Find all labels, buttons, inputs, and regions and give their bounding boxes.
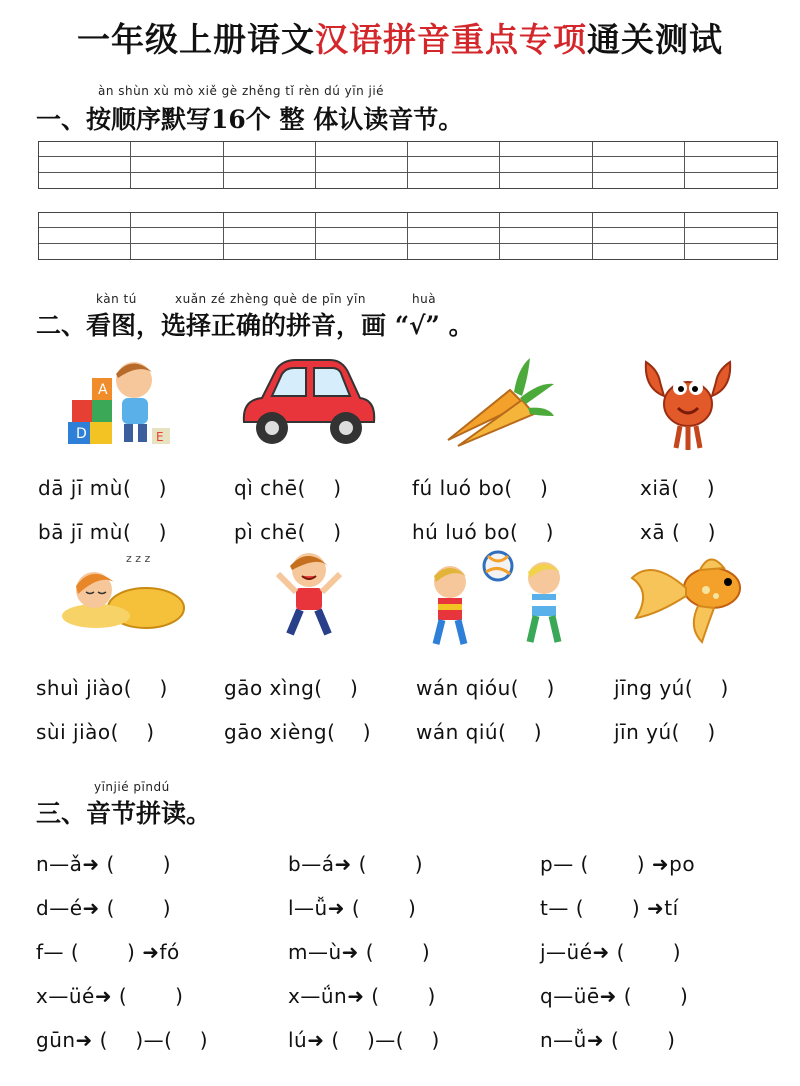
kids-playing-ball-image bbox=[420, 548, 584, 652]
title-part2: 汉语拼音重点专项 bbox=[315, 20, 587, 59]
exercise-3-2[interactable]: m—ù➜ ( ) bbox=[288, 940, 431, 964]
option-b-4[interactable]: xā ( ) bbox=[640, 520, 716, 544]
section2-pinyin-a: kàn tú bbox=[96, 292, 137, 306]
option-a-3[interactable]: fú luó bo( ) bbox=[412, 476, 549, 500]
red-car-image bbox=[236, 356, 380, 448]
option-a-6[interactable]: gāo xìng( ) bbox=[224, 676, 359, 700]
exercise-2-3[interactable]: t— ( ) ➜tí bbox=[540, 896, 679, 920]
exercise-1-1[interactable]: n—ǎ➜ ( ) bbox=[36, 852, 172, 876]
svg-text:z z z: z z z bbox=[126, 552, 151, 565]
option-a-5[interactable]: shuì jiào( ) bbox=[36, 676, 168, 700]
option-b-3[interactable]: hú luó bo( ) bbox=[412, 520, 554, 544]
option-a-7[interactable]: wán qióu( ) bbox=[416, 676, 555, 700]
option-a-1[interactable]: dā jī mù( ) bbox=[38, 476, 167, 500]
option-b-7[interactable]: wán qiú( ) bbox=[416, 720, 543, 744]
svg-text:E: E bbox=[156, 430, 164, 444]
title-part1: 一年级上册语文 bbox=[77, 20, 315, 59]
goldfish-image bbox=[628, 548, 752, 644]
section1-heading: 一、按顺序默写16个 整 体认读音节。 bbox=[36, 105, 464, 134]
exercise-1-2[interactable]: b—á➜ ( ) bbox=[288, 852, 424, 876]
section2-heading: 二、看图，选择正确的拼音，画 “√” 。 bbox=[36, 311, 474, 340]
writing-grid-2[interactable] bbox=[38, 212, 778, 260]
section3-pinyin: yīnjié pīndú bbox=[94, 780, 170, 794]
section1-pinyin: àn shùn xù mò xiě gè zhěng tǐ rèn dú yīn jié bbox=[98, 84, 385, 98]
crayfish-image bbox=[636, 348, 740, 452]
option-b-1[interactable]: bā jī mù( ) bbox=[38, 520, 167, 544]
sleeping-child-image bbox=[56, 548, 186, 634]
section2-pinyin-b: xuǎn zé zhèng què de pīn yīn bbox=[175, 292, 366, 306]
exercise-5-2[interactable]: lú➜ ( )—( ) bbox=[288, 1028, 440, 1052]
option-b-2[interactable]: pì chē( ) bbox=[234, 520, 342, 544]
option-b-6[interactable]: gāo xièng( ) bbox=[224, 720, 372, 744]
section3-heading: 三、音节拼读。 bbox=[36, 799, 212, 828]
writing-grid-1[interactable] bbox=[38, 141, 778, 189]
section2-pinyin-c: huà bbox=[412, 292, 437, 306]
option-b-5[interactable]: sùi jiào( ) bbox=[36, 720, 155, 744]
toy-blocks-image bbox=[62, 352, 182, 448]
svg-text:D: D bbox=[76, 426, 87, 442]
exercise-4-2[interactable]: x—ǘn➜ ( ) bbox=[288, 984, 436, 1008]
option-a-4[interactable]: xiā( ) bbox=[640, 476, 716, 500]
exercise-2-1[interactable]: d—é➜ ( ) bbox=[36, 896, 172, 920]
happy-child-image bbox=[268, 548, 350, 640]
svg-text:A: A bbox=[98, 382, 108, 398]
carrot-image bbox=[444, 354, 556, 448]
exercise-5-3[interactable]: n—ǚ➜ ( ) bbox=[540, 1028, 676, 1052]
option-b-8[interactable]: jīn yú( ) bbox=[614, 720, 716, 744]
exercise-3-1[interactable]: f— ( ) ➜fó bbox=[36, 940, 180, 964]
exercise-2-2[interactable]: l—ǚ➜ ( ) bbox=[288, 896, 417, 920]
option-a-8[interactable]: jīng yú( ) bbox=[614, 676, 729, 700]
title-part3: 通关测试 bbox=[587, 20, 723, 59]
exercise-4-1[interactable]: x—üé➜ ( ) bbox=[36, 984, 184, 1008]
exercise-5-1[interactable]: gūn➜ ( )—( ) bbox=[36, 1028, 209, 1052]
page-title bbox=[0, 14, 800, 61]
exercise-1-3[interactable]: p— ( ) ➜po bbox=[540, 852, 696, 876]
exercise-3-3[interactable]: j—üé➜ ( ) bbox=[540, 940, 682, 964]
exercise-4-3[interactable]: q—üē➜ ( ) bbox=[540, 984, 689, 1008]
option-a-2[interactable]: qì chē( ) bbox=[234, 476, 342, 500]
